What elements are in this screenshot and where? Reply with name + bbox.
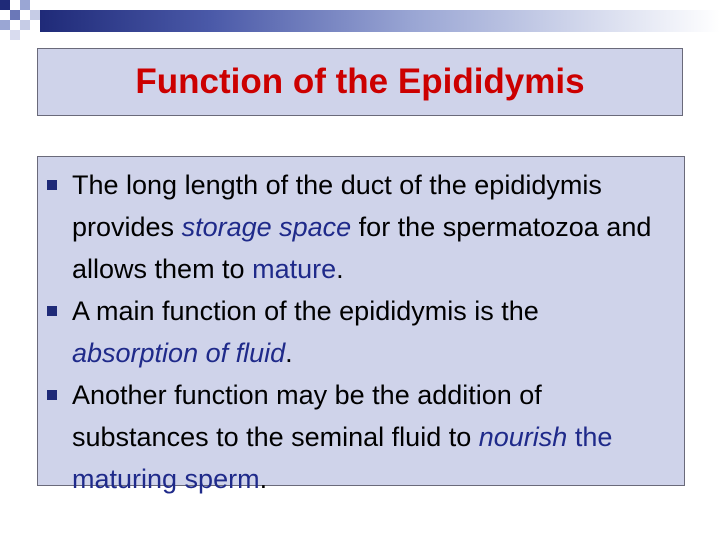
bullet-text: Another function may be the addition of substances to the seminal fluid to (72, 380, 542, 452)
bullet-emphasis: mature (252, 254, 337, 284)
square-bullet-icon (47, 390, 57, 400)
bullet-emphasis: the maturing sperm (72, 422, 613, 494)
bullet-text: . (336, 254, 344, 284)
bullet-text: A main function of the epididymis is the (72, 296, 539, 326)
bullet-list (38, 164, 672, 500)
title-box (37, 48, 683, 116)
slide-title: Function of the Epididymis (135, 62, 585, 101)
square-bullet-icon (47, 306, 57, 316)
bullet-emphasis: storage space (181, 212, 352, 242)
bullet-text: . (259, 464, 268, 494)
square-bullet-icon (47, 180, 57, 190)
bullet-text (567, 422, 575, 452)
bullet-text: for the spermatozoa and allows them to (72, 212, 652, 284)
bullet-item (38, 290, 672, 374)
bullet-text: The long length of the duct of the epididymis provides (72, 170, 602, 242)
content-box (37, 156, 685, 494)
bullet-text: . (285, 338, 293, 368)
header-gradient-bar (40, 10, 720, 32)
bullet-item (38, 374, 672, 500)
bullet-emphasis: nourish (478, 422, 568, 452)
bullet-item (38, 164, 672, 290)
bullet-emphasis: absorption of fluid (72, 338, 286, 368)
